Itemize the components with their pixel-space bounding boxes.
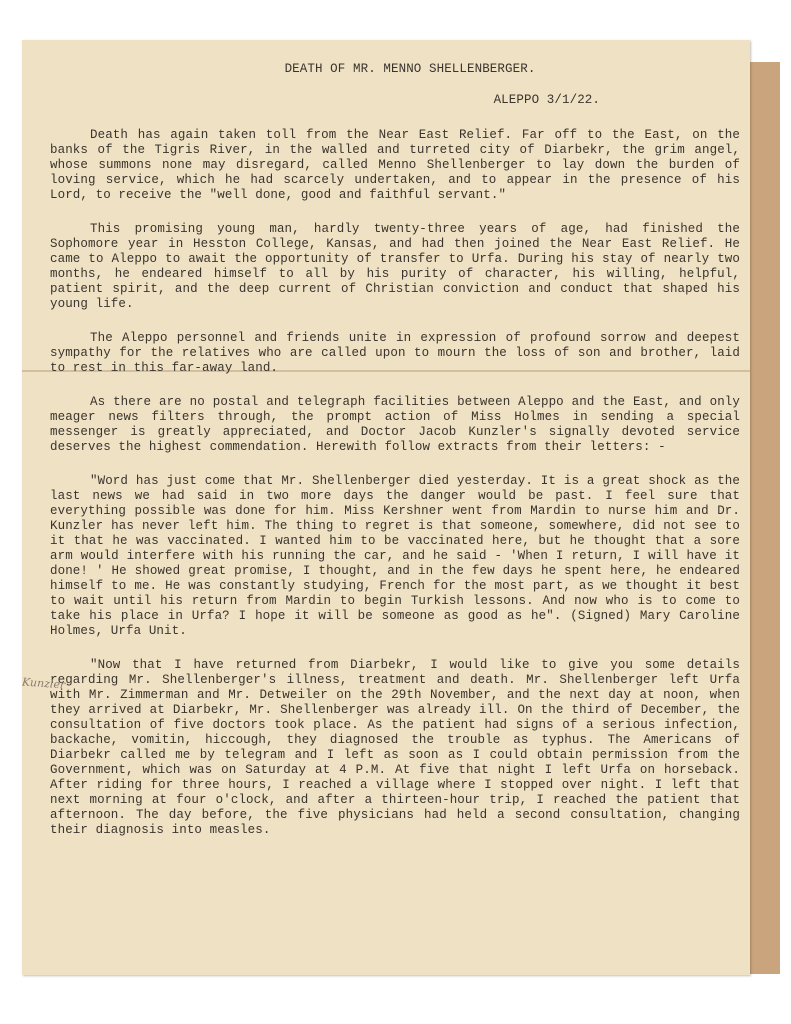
paragraph-1: Death has again taken toll from the Near East Relief. Far off to the East, on the banks of the Tigris River, in the walled and turreted city of Diarbekr, the grim angel, whose summons none may disregard, called Menno Shellenberger to lay down the burden of loving service, which he had scarcely undertaken, and to appear in the presence of his Lord, to receive the "well done, good and faithful servant." [50,128,740,202]
kunzler-letter-quote: "Now that I have returned from Diarbekr, I would like to give you some details regarding Mr. Shellenberger's illness, treatment and death. Mr. Shellenberger left Urfa with Mr. Zimmerman and Mr. Detweiler on the 29th November, and the next day at noon, when they arrived at Diarbekr, Mr. Shellenberger was already ill. On the third of December, the consultation of five doctors took place. As the patient had signs of a serious infection, backache, vomitin, hiccough, they diagnosed the trouble as typhus. The Americans of Diarbekr called me by telegram and I left as soon as I could obtain permission from the Government, which was on Saturday at 4 P.M. At five that night I left Urfa on horseback. After riding for three hours, I reached a village where I stopped over night. I left that next morning at four o'clock, and after a thirteen-hour trip, I reached the patient that afternoon. The day before, the five physicians had held a second consultation, changing their diagnosis into measles. [50,658,740,837]
typed-letter-page [22,40,750,975]
holmes-letter-quote: "Word has just come that Mr. Shellenberger died yesterday. It is a great shock as the last news we had said in two more days the danger would be past. I feel sure that everything possible was done for him. Miss Kershner went from Mardin to nurse him and Dr. Kunzler has never left him. The thing to regret is that someone, somewhere, did not see to it that he was vaccinated. I wanted him to be vaccinated here, but he thought that a sore arm would interfere with his running the car, and he said - 'When I return, I will have it done! ' He showed great promise, I thought, and in the few days he spent here, he endeared himself to me. He was constantly studying, French for the most part, as we thought it best to wait until his return from Mardin to begin Turkish lessons. And now who is to come to take his place in Urfa? I hope it will be someone as good as he". (Signed) Mary Caroline Holmes, Urfa Unit. [50,474,740,638]
paragraph-2: This promising young man, hardly twenty-three years of age, had finished the Sophomore year in Hesston College, Kansas, and had then joined the Near East Relief. He came to Aleppo to await the opportunity of transfer to Urfa. During his stay of nearly two months, he endeared himself to all by his purity of character, his willing, helpful, patient spirit, and the deep current of Christian conviction and conduct that shaped his young life. [50,222,740,311]
handwritten-margin-note: Kunzler [22,675,66,692]
letter-body [50,62,740,857]
dateline: ALEPPO 3/1/22. [493,93,600,107]
cardboard-backing [745,62,780,974]
paragraph-3: The Aleppo personnel and friends unite in expression of profound sorrow and deepest sympathy for the relatives who are called upon to mourn the loss of son and brother, laid to rest in this far-away land. [50,331,740,375]
document-title: DEATH OF MR. MENNO SHELLENBERGER. [284,62,536,76]
paragraph-4: As there are no postal and telegraph facilities between Aleppo and the East, and only meager news filters through, the prompt action of Miss Holmes in sending a special messenger is greatly appreciated, and Doctor Jacob Kunzler's signally devoted service deserves the highest commendation. Herewith follow extracts from their letters: - [50,395,740,454]
